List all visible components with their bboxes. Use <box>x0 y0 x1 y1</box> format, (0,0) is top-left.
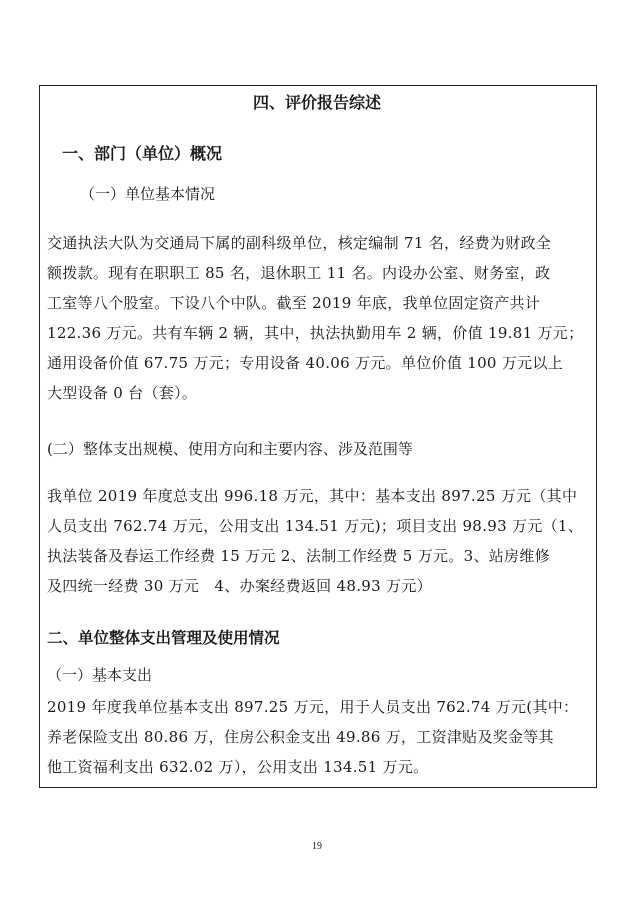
subsection-2-heading: (二）整体支出规模、使用方向和主要内容、涉及范围等 <box>47 440 413 458</box>
para1-line: 122.36 万元。共有车辆 2 辆，其中，执法执勤用车 2 辆，价值 19.81 万元； <box>47 324 584 342</box>
para1-line: 通用设备价值 67.75 万元；专用设备 40.06 万元。单位价值 100 万元以上 <box>47 354 564 372</box>
report-title: 四、评价报告综述 <box>252 93 381 112</box>
subsection-1-heading: （一）单位基本情况 <box>80 185 216 203</box>
para1-line: 交通执法大队为交通局下属的副科级单位，核定编制 71 名，经费为财政全 <box>47 234 552 252</box>
para1-line: 工室等八个股室。下设八个中队。截至 2019 年底，我单位固定资产共计 <box>47 294 541 312</box>
page-number: 19 <box>312 841 322 852</box>
section-2-heading: 二、单位整体支出管理及使用情况 <box>47 628 280 647</box>
subsection-3-heading: （一）基本支出 <box>47 666 153 684</box>
para1-line: 额拨款。现有在职职工 85 名，退休职工 11 名。内设办公室、财务室，政 <box>47 264 551 282</box>
para2-line: 执法装备及春运工作经费 15 万元 2、法制工作经费 5 万元。3、站房维修 <box>47 547 550 565</box>
section-1-heading: 一、部门（单位）概况 <box>62 144 223 163</box>
para3-line: 养老保险支出 80.86 万，住房公积金支出 49.86 万，工资津贴及奖金等其 <box>47 728 554 746</box>
para2-line: 人员支出 762.74 万元，公用支出 134.51 万元)；项目支出 98.93 万元（1、 <box>47 517 584 535</box>
para1-line: 大型设备 0 台（套）。 <box>47 384 198 402</box>
para2-line: 及四统一经费 30 万元 4、办案经费返回 48.93 万元） <box>47 577 432 595</box>
para3-line: 2019 年度我单位基本支出 897.25 万元，用于人员支出 762.74 万元(其中： <box>47 698 579 716</box>
para3-line: 他工资福利支出 632.02 万），公用支出 134.51 万元。 <box>47 758 429 776</box>
para2-line: 我单位 2019 年度总支出 996.18 万元，其中：基本支出 897.25 万元（其中 <box>47 487 578 505</box>
